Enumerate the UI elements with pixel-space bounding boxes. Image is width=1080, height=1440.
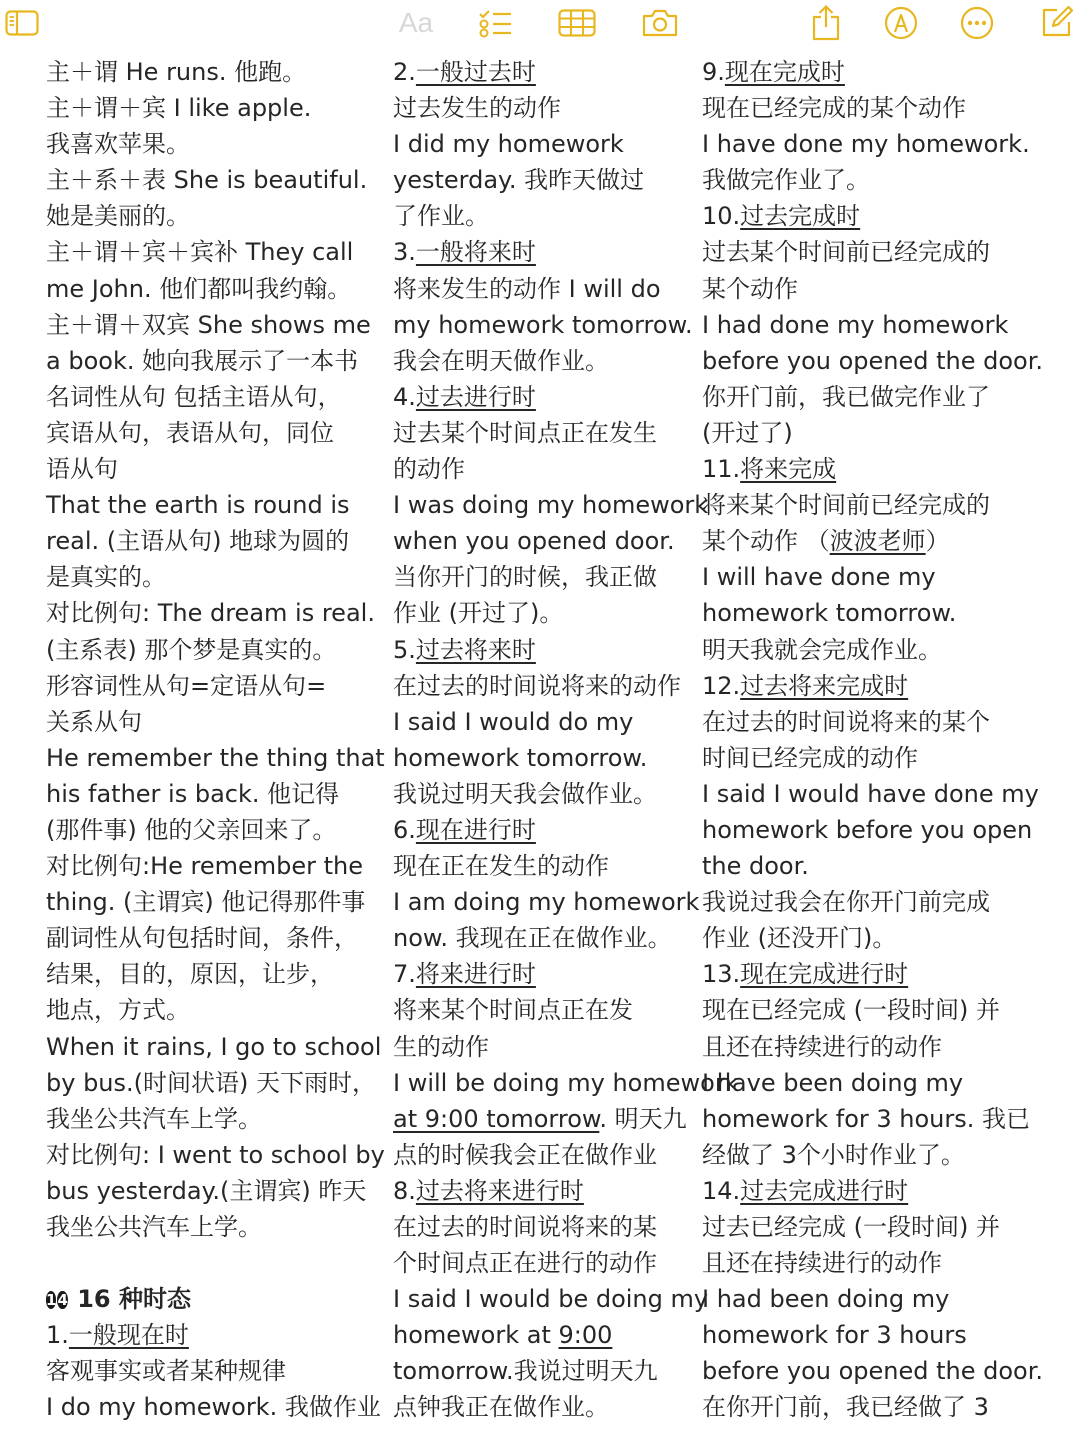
note-line: 当你开门的时候，我正做 [393, 563, 657, 592]
tense-title [393, 234, 698, 270]
note-line: by bus.(时间状语) 天下雨时， [46, 1068, 376, 1097]
note-line: homework for 3 hours [702, 1321, 967, 1350]
tense-title [393, 54, 698, 90]
note-line: 名词性从句 包括主语从句， [46, 382, 342, 411]
note-line: now. 我现在正在做作业。 [393, 924, 672, 953]
note-line: (开过了) [702, 418, 793, 447]
note-line: 过去已经完成 (一段时间) 并 [702, 1213, 1000, 1241]
note-line: 点的时候我会正在做作业 [393, 1140, 657, 1169]
tense-number: 1. [46, 1321, 69, 1350]
note-line: 语从句 [46, 455, 118, 484]
tense-title [393, 1173, 698, 1209]
tense-link[interactable]: 将来进行时 [415, 960, 536, 989]
note-line: 个时间点正在进行的动作 [393, 1249, 657, 1278]
note-line: 我做完作业了。 [702, 166, 870, 195]
tense-title [702, 523, 1032, 559]
note-line: thing. (主谓宾) 他记得那件事 [46, 888, 366, 917]
note-line: 我会在明天做作业。 [393, 346, 609, 375]
note-line: 对比例句: The dream is real. [46, 599, 375, 628]
more-options-icon[interactable] [958, 4, 996, 42]
line-text: 6. [393, 815, 416, 844]
tense-title [702, 198, 1032, 234]
tense-title [393, 812, 698, 848]
note-line: 在你开门前，我已经做了 3 [702, 1393, 989, 1422]
text-format-button[interactable]: Aa [398, 7, 434, 38]
line-text: 8. [393, 1176, 416, 1205]
note-line: 明天我就会完成作业。 [702, 635, 942, 664]
note-line: 过去某个时间前已经完成的 [702, 238, 990, 267]
line-text: . 明天九 [599, 1104, 687, 1133]
note-column-sentence-patterns [46, 54, 385, 1425]
note-line: I said I would be doing my [393, 1285, 709, 1314]
note-line: 我喜欢苹果。 [46, 130, 190, 159]
note-column-tenses-9-14 [702, 54, 1044, 1426]
note-line: real. (主语从句) 地球为圆的 [46, 527, 350, 556]
note-line: 且还在持续进行的动作 [702, 1249, 942, 1278]
note-line: 我坐公共汽车上学。 [46, 1213, 262, 1241]
note-line: the door. [702, 852, 809, 881]
note-line: 且还在持续进行的动作 [702, 1032, 942, 1061]
note-line: 将来某个时间点正在发 [393, 996, 633, 1025]
note-line: 生的动作 [393, 1032, 489, 1061]
note-line: 我说过明天我会做作业。 [393, 779, 657, 808]
table-icon[interactable] [557, 4, 597, 42]
note-line: 结果，目的，原因，让步， [46, 960, 334, 989]
line-text: 7. [393, 960, 416, 989]
heading-badge: 1 [46, 1291, 57, 1310]
tense-title [46, 1317, 381, 1353]
tense-link[interactable]: 一般现在时 [68, 1321, 189, 1350]
note-line: 点钟我正在做作业。 [393, 1393, 609, 1422]
tense-link[interactable]: 过去将来时 [415, 635, 536, 664]
note-line: homework tomorrow. [702, 599, 957, 628]
note-line: When it rains, I go to school [46, 1032, 382, 1061]
note-line: 作业 (开过了)。 [393, 599, 564, 628]
note-line [702, 487, 1032, 523]
note-line: me John. 他们都叫我约翰。 [46, 274, 352, 303]
note-line: (那件事) 他的父亲回来了。 [46, 815, 337, 844]
note-line: 是真实的。 [46, 563, 166, 592]
line-text: 3. [393, 238, 416, 267]
tense-link[interactable]: 过去进行时 [415, 382, 536, 411]
note-line: 她是美丽的。 [46, 202, 190, 231]
note-line: 在过去的时间说将来的某 [393, 1213, 657, 1241]
line-text: 11. [702, 455, 741, 484]
note-line: 地点，方式。 [46, 996, 190, 1025]
tense-title [393, 1317, 698, 1353]
tense-link[interactable]: 过去完成进行时 [740, 1176, 909, 1205]
note-line: 在过去的时间说将来的某个 [702, 707, 990, 736]
tenses-heading-text: 16 种时态 [77, 1285, 191, 1314]
note-line: tomorrow.我说过明天九 [393, 1357, 658, 1386]
note-line: I do my homework. 我做作业 [46, 1393, 381, 1422]
note-line: I did my homework [393, 130, 624, 159]
tense-link[interactable]: 过去将来完成时 [740, 671, 909, 700]
note-line: 宾语从句，表语从句，同位 [46, 418, 334, 447]
sidebar-toggle-icon[interactable] [4, 4, 40, 42]
note-line: 过去发生的动作 [393, 94, 561, 123]
note-line: 对比例句:He remember the [46, 852, 364, 881]
note-line: 主＋系＋表 She is beautiful. [46, 166, 368, 195]
note-line: 主＋谓＋双宾 She shows me [46, 310, 371, 339]
line-text: 5. [393, 635, 416, 664]
note-line: 时间已经完成的动作 [702, 743, 918, 772]
note-line: yesterday. 我昨天做过 [393, 166, 645, 195]
tense-title [702, 451, 1032, 487]
notes-toolbar [0, 0, 1080, 46]
tense-link[interactable]: 波波老师 [829, 527, 926, 556]
note-line: 经做了 3个小时作业了。 [702, 1140, 965, 1169]
tense-title [393, 379, 698, 415]
note-line: 将来发生的动作 I will do [393, 274, 661, 303]
line-text: 10. [702, 202, 741, 231]
note-line: a book. 她向我展示了一本书 [46, 346, 359, 375]
heading-badge: 4 [57, 1291, 68, 1310]
tense-link[interactable]: 9:00 [558, 1321, 613, 1350]
tense-link[interactable]: 现在完成进行时 [740, 960, 909, 989]
note-line: 作业 (还没开门)。 [702, 924, 897, 953]
tense-link[interactable]: 现在完成时 [724, 58, 845, 86]
line-text: 13. [702, 960, 741, 989]
line-text: 9. [702, 58, 725, 86]
note-line: 了作业。 [393, 202, 489, 231]
note-line: 过去某个时间点正在发生 [393, 418, 657, 447]
checklist-icon[interactable] [476, 4, 514, 42]
note-line: I will be doing my homework [393, 1068, 739, 1097]
note-line: 现在已经完成的某个动作 [702, 94, 966, 123]
note-line: 主＋谓 He runs. 他跑。 [46, 58, 307, 86]
note-line: 关系从句 [46, 707, 142, 736]
tense-title [702, 956, 1032, 992]
line-text: 2. [393, 58, 416, 86]
note-line: I will have done my [702, 563, 936, 592]
note-line: I had done my homework [702, 310, 1009, 339]
note-line: 我坐公共汽车上学。 [46, 1104, 262, 1133]
note-line: 主＋谓＋宾＋宾补 They call [46, 238, 354, 267]
tense-link[interactable]: 过去完成时 [740, 202, 861, 231]
note-line: 你开门前，我已做完作业了 [702, 382, 990, 411]
tense-link[interactable]: 一般过去时 [415, 58, 536, 86]
tense-title [702, 1173, 1032, 1209]
note-line: I am doing my homework [393, 888, 700, 917]
note-line: I was doing my homework [393, 491, 709, 520]
line-text: homework at [393, 1321, 559, 1350]
tense-title [393, 632, 698, 668]
note-line: 现在已经完成 (一段时间) 并 [702, 996, 1000, 1025]
note-line: homework for 3 hours. 我已 [702, 1104, 1031, 1133]
note-line: 对比例句: I went to school by [46, 1140, 385, 1169]
note-line: 某个动作 [702, 274, 798, 303]
note-line: (主系表) 那个梦是真实的。 [46, 635, 337, 664]
tense-title [393, 956, 698, 992]
note-line: 现在正在发生的动作 [393, 852, 609, 881]
note-line: bus yesterday.(主谓宾) 昨天 [46, 1176, 367, 1205]
note-line: before you opened the door. [702, 346, 1044, 375]
line-text: 将来某个时间前已经完成的 [702, 491, 990, 520]
note-line: my homework tomorrow. [393, 310, 693, 339]
note-line: I said I would do my [393, 707, 634, 736]
tenses-heading [46, 1281, 381, 1317]
note-line: when you opened door. [393, 527, 675, 556]
note-line: I said I would have done my [702, 779, 1039, 808]
note-line: homework before you open [702, 815, 1033, 844]
tense-link[interactable]: at 9:00 tomorrow [393, 1104, 600, 1133]
compose-icon[interactable] [1038, 4, 1074, 42]
note-line: 副词性从句包括时间，条件， [46, 924, 358, 953]
tense-title [702, 54, 1032, 90]
tense-title [393, 1101, 698, 1137]
note-line: 形容词性从句=定语从句= [46, 671, 327, 700]
note-line: 客观事实或者某种规律 [46, 1357, 286, 1386]
note-line: He remember the thing that [46, 743, 385, 772]
note-line: before you opened the door. [702, 1357, 1044, 1386]
note-line: I have done my homework. [702, 130, 1030, 159]
markup-pen-icon[interactable] [882, 4, 920, 42]
note-line: homework tomorrow. [393, 743, 648, 772]
camera-icon[interactable] [640, 4, 680, 42]
tense-link[interactable]: 过去将来进行时 [415, 1176, 584, 1205]
note-line: his father is back. 他记得 [46, 779, 340, 808]
note-line: 主＋谓＋宾 I like apple. [46, 94, 312, 123]
note-line: That the earth is round is [46, 491, 350, 520]
line-text: 某个动作 （ [702, 527, 830, 556]
note-line: 的动作 [393, 455, 465, 484]
line-text: 14. [702, 1176, 741, 1205]
note-line: 在过去的时间说将来的动作 [393, 671, 681, 700]
note-line: 我说过我会在你开门前完成 [702, 888, 990, 917]
tense-link[interactable]: 现在进行时 [415, 815, 536, 844]
line-text: 4. [393, 382, 416, 411]
line-text: 12. [702, 671, 741, 700]
line-text: ） [925, 527, 950, 556]
tense-link[interactable]: 一般将来时 [415, 238, 536, 267]
tense-link[interactable]: 将来完成 [740, 455, 837, 484]
share-icon[interactable] [808, 4, 844, 42]
tense-title [702, 668, 1032, 704]
note-line: I have been doing my [702, 1068, 964, 1097]
note-line: I had been doing my [702, 1285, 950, 1314]
